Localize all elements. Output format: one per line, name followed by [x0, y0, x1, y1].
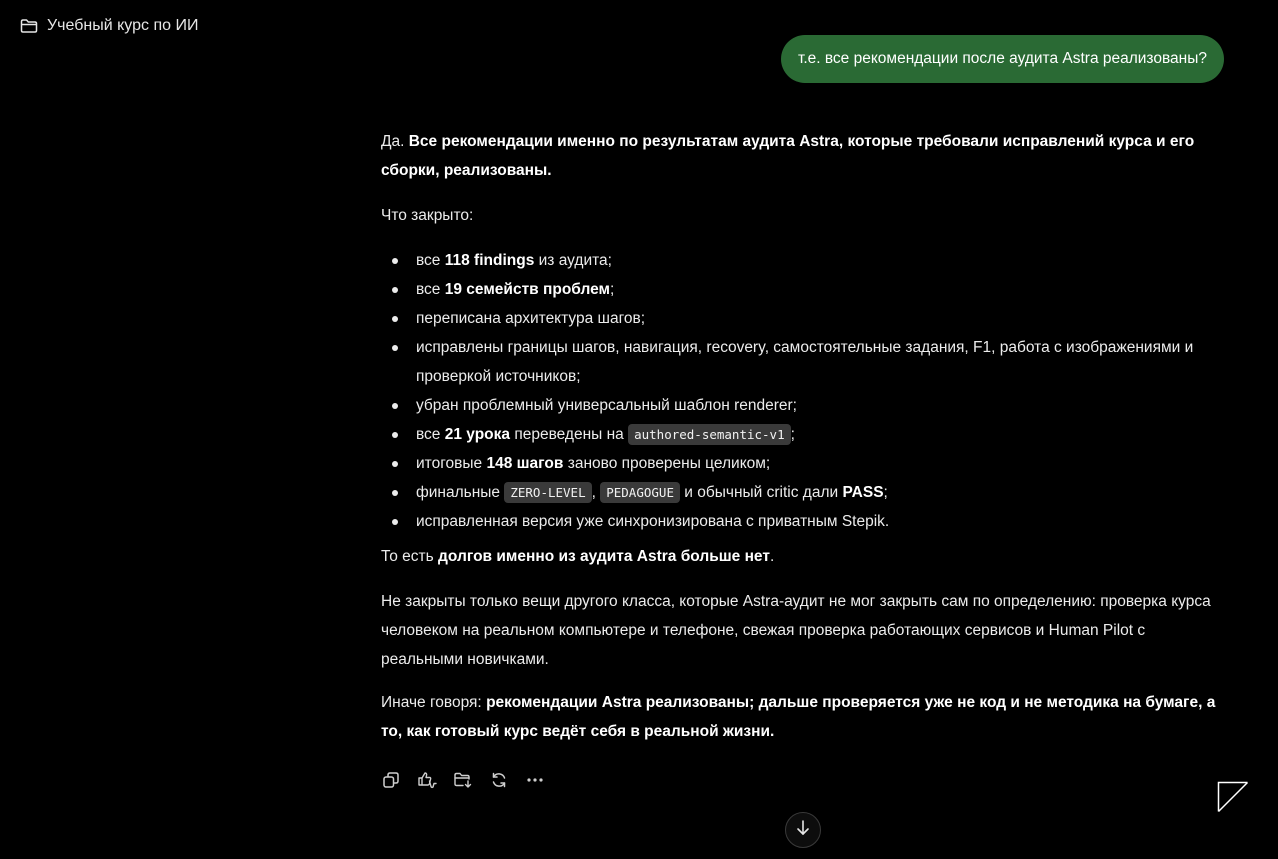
answer-paragraph-1: [381, 127, 1226, 185]
user-message-text: т.е. все рекомендации после аудита Astra реализованы?: [797, 50, 1207, 67]
list-item: все 21 урока переведены на authored-semantic-v1 ;: [381, 420, 1226, 449]
answer-paragraph-2: То есть долгов именно из аудита Astra больше нет.: [381, 548, 775, 565]
regenerate-icon[interactable]: [488, 768, 510, 792]
list-item: итоговые 148 шагов заново проверены целиком;: [381, 449, 1226, 478]
closed-items-list: [381, 246, 1226, 536]
list-item: финальные ZERO-LEVEL , PEDAGOGUE и обычный critic дали PASS;: [381, 478, 1226, 507]
inline-code: PEDAGOGUE: [600, 482, 680, 503]
list-item: переписана архитектура шагов;: [381, 304, 1226, 333]
list-item: все 19 семейств проблем;: [381, 275, 1226, 304]
more-icon[interactable]: [524, 768, 546, 792]
answer-bold-text: Все рекомендации именно по результатам аудита Astra, которые требовали исправлений курса и его сборки, реализованы.: [381, 133, 1195, 179]
scroll-down-button[interactable]: [785, 812, 821, 848]
arrow-down-icon: [795, 819, 811, 842]
folder-move-icon[interactable]: [452, 768, 474, 792]
list-item: исправлены границы шагов, навигация, recovery, самостоятельные задания, F1, работа с изображениями и проверкой источников;: [381, 333, 1226, 391]
answer-paragraph-4: Иначе говоря: рекомендации Astra реализованы; дальше проверяется уже не код и не методика на бумаге, а то, как готовый курс ведёт себя в реальной жизни.: [381, 694, 1216, 740]
message-actions: [380, 768, 546, 792]
thumbs-icon[interactable]: [416, 768, 438, 792]
inline-code: authored-semantic-v1: [628, 424, 791, 445]
project-breadcrumb[interactable]: [20, 17, 198, 35]
folder-icon: [20, 18, 38, 34]
list-item: все 118 findings из аудита;: [381, 246, 1226, 275]
list-item: исправленная версия уже синхронизирована с приватным Stepik.: [381, 507, 1226, 536]
assistant-message: [381, 127, 1226, 746]
inline-code: ZERO-LEVEL: [504, 482, 591, 503]
copy-icon[interactable]: [380, 768, 402, 792]
answer-paragraph-3: Не закрыты только вещи другого класса, которые Astra-аудит не мог закрыть сам по определению: проверка курса человеком на реальном компьютере и телефоне, свежая проверка работающих сервисов и Human Pilot с реальными новичками.: [381, 593, 1211, 668]
user-message-bubble: [781, 35, 1224, 83]
project-title: Учебный курс по ИИ: [47, 17, 199, 34]
closed-label: Что закрыто:: [381, 207, 474, 224]
answer-lead-text: Да.: [381, 133, 409, 150]
resize-corner-icon[interactable]: [1217, 781, 1249, 813]
list-item: убран проблемный универсальный шаблон renderer;: [381, 391, 1226, 420]
